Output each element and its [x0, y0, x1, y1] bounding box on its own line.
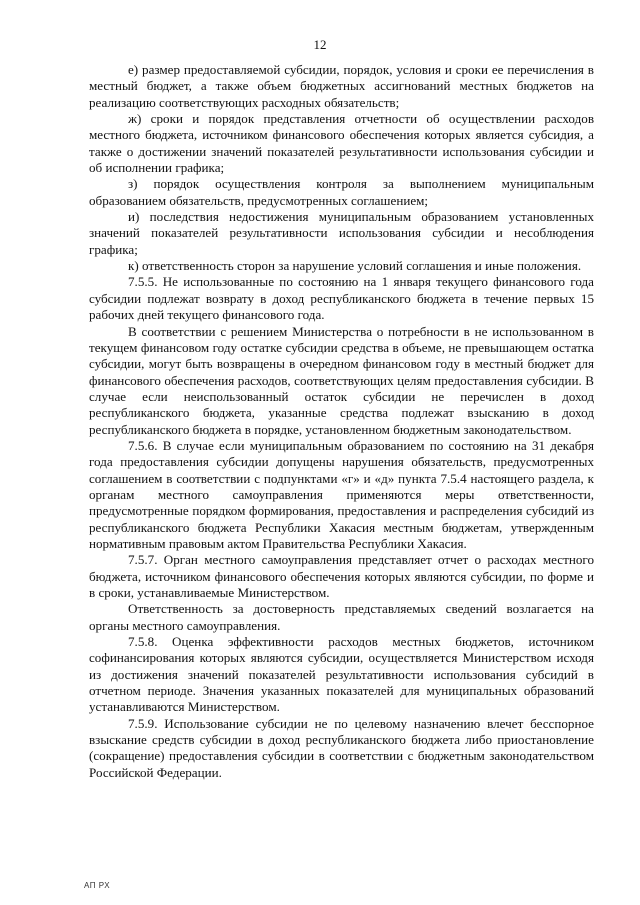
- page-number: 12: [313, 37, 327, 52]
- paragraph-zh: ж) сроки и порядок представления отчетности об осуществлении расходов местного бюджета, источником финансового обеспечения которых является субсидия, а также о достижении значений показателей результативности использования субсидии и об исполнении графика;: [89, 111, 594, 176]
- paragraph-7-5-5-return: В соответствии с решением Министерства о потребности в не использованном в текущем финансовом году остатке субсидии средства в объеме, не превышающем остатка субсидии, могут быть возвращены в очередном финансовом году в местный бюджет для финансового обеспечения расходов, соответствующих целям предоставления субсидии. В случае если неиспользованный остаток субсидии не перечислен в доход республиканского бюджета, указанные средства подлежат взысканию в доход республиканского бюджета в порядке, установленном бюджетным законодательством.: [89, 323, 594, 437]
- paragraph-7-5-8: 7.5.8. Оценка эффективности расходов местных бюджетов, источником софинансирования которых являются субсидии, осуществляется Министерством исходя из достижения значений показателей результативности использования субсидий в отчетном периоде. Значения указанных показателей для муниципальных образований устанавливаются Министерством.: [89, 634, 594, 715]
- paragraph-7-5-5: 7.5.5. Не использованные по состоянию на 1 января текущего финансового года субсидии подлежат возврату в доход республиканского бюджета в течение первых 15 рабочих дней текущего финансового года.: [89, 274, 594, 323]
- paragraph-k: к) ответственность сторон за нарушение условий соглашения и иные положения.: [128, 258, 582, 274]
- paragraph-7-5-7-responsibility: Ответственность за достоверность представляемых сведений возлагается на органы местного самоуправления.: [89, 601, 594, 633]
- paragraph-e: е) размер предоставляемой субсидии, порядок, условия и сроки ее перечисления в местный бюджет, а также объем бюджетных ассигнований местных бюджетов на реализацию соответствующих расходных обязательств;: [89, 62, 594, 110]
- document-body: [89, 62, 594, 781]
- paragraph-7-5-7: 7.5.7. Орган местного самоуправления представляет отчет о расходах местного бюджета, источником финансового обеспечения которых являются субсидии, по форме и в сроки, устанавливаемые Министерством.: [89, 552, 594, 600]
- paragraph-i: и) последствия недостижения муниципальным образованием установленных значений показателей результативности использования субсидии и несоблюдения графика;: [89, 209, 594, 257]
- footer-mark: АП РХ: [84, 881, 111, 890]
- paragraph-7-5-6: 7.5.6. В случае если муниципальным образованием по состоянию на 31 декабря года предоставления субсидии допущены нарушения обязательств, предусмотренных соглашением в соответствии с подпунктами «г» и «д» пункта 7.5.4 настоящего раздела, к органам местного самоуправления применяются меры ответственности, предусмотренные порядком формирования, предоставления и распределения субсидий из республиканского бюджета Республики Хакасия местным бюджетам, утвержденным нормативным правовым актом Правительства Республики Хакасия.: [89, 437, 594, 551]
- paragraph-z: з) порядок осуществления контроля за выполнением муниципальным образованием обязательств, предусмотренных соглашением;: [89, 176, 594, 208]
- paragraph-7-5-9: 7.5.9. Использование субсидии не по целевому назначению влечет бесспорное взыскание средств субсидии в доход республиканского бюджета либо приостановление (сокращение) предоставления субсидии в соответствии с бюджетным законодательством Российской Федерации.: [89, 715, 594, 780]
